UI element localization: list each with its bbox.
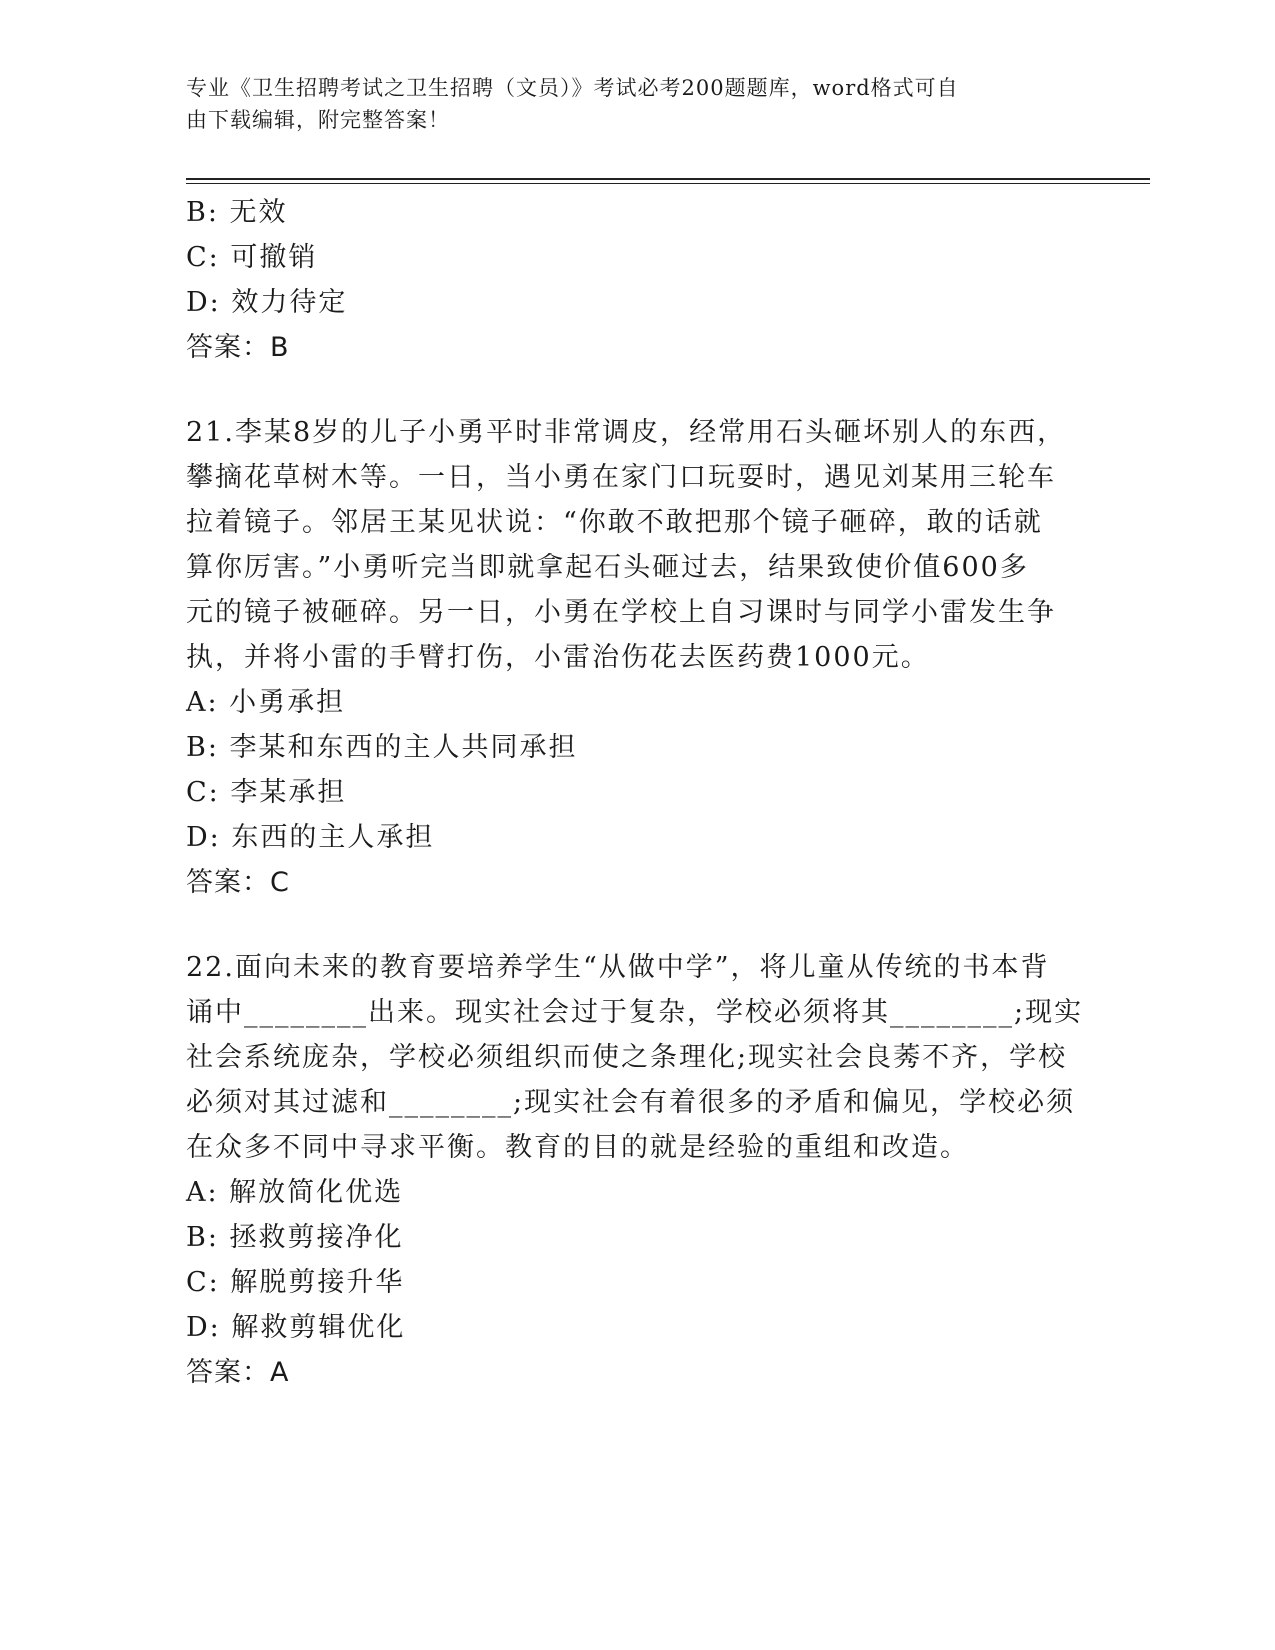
question-text-line: 社会系统庞杂，学校必须组织而使之条理化;现实社会良莠不齐，学校 [186, 1042, 1068, 1073]
option-b: B: 拯救剪接净化 [186, 1222, 404, 1253]
question-21 [186, 410, 1086, 905]
question-text-line: 在众多不同中寻求平衡。教育的目的就是经验的重组和改造。 [186, 1132, 969, 1163]
question-text-line: 21.李某8岁的儿子小勇平时非常调皮，经常用石头砸坏别人的东西， [186, 417, 1067, 448]
header-line-1: 专业《卫生招聘考试之卫生招聘（文员）》考试必考200题题库，word格式可自 [186, 76, 959, 100]
question-text-line: 拉着镜子。邻居王某见状说：“你敢不敢把那个镜子砸碎，敢的话就 [186, 507, 1043, 538]
header-divider-thin [186, 183, 1150, 184]
question-text-line: 攀摘花草树木等。一日，当小勇在家门口玩耍时，遇见刘某用三轮车 [186, 462, 1056, 493]
option-d: D: 效力待定 [186, 287, 348, 318]
option-d: D: 解救剪辑优化 [186, 1312, 406, 1343]
question-text-line: 元的镜子被砸碎。另一日，小勇在学校上自习课时与同学小雷发生争 [186, 597, 1056, 628]
option-c: C: 李某承担 [186, 777, 347, 808]
answer-label: 答案：C [186, 867, 290, 898]
prev-question-block [186, 190, 1086, 370]
question-text-line: 诵中________出来。现实社会过于复杂，学校必须将其________;现实 [186, 997, 1084, 1028]
option-a: A: 小勇承担 [186, 687, 346, 718]
option-c: C: 解脱剪接升华 [186, 1267, 405, 1298]
option-d: D: 东西的主人承担 [186, 822, 435, 853]
question-22 [186, 945, 1086, 1395]
question-text-line: 22.面向未来的教育要培养学生“从做中学”，将儿童从传统的书本背 [186, 952, 1050, 983]
option-b: B: 李某和东西的主人共同承担 [186, 732, 578, 763]
question-text-line: 执，并将小雷的手臂打伤，小雷治伤花去医药费1000元。 [186, 642, 930, 673]
option-c: C: 可撤销 [186, 242, 318, 273]
document-body [186, 190, 1086, 1395]
document-header [186, 72, 1066, 136]
answer-label: 答案：B [186, 332, 290, 363]
question-text-line: 算你厉害。”小勇听完当即就拿起石头砸过去，结果致使价值600多 [186, 552, 1029, 583]
header-line-2: 由下载编辑，附完整答案！ [186, 108, 450, 132]
answer-label: 答案：A [186, 1357, 290, 1388]
option-a: A: 解放简化优选 [186, 1177, 404, 1208]
header-divider-thick [186, 178, 1150, 180]
option-b: B: 无效 [186, 197, 288, 228]
question-text-line: 必须对其过滤和________;现实社会有着很多的矛盾和偏见，学校必须 [186, 1087, 1076, 1118]
